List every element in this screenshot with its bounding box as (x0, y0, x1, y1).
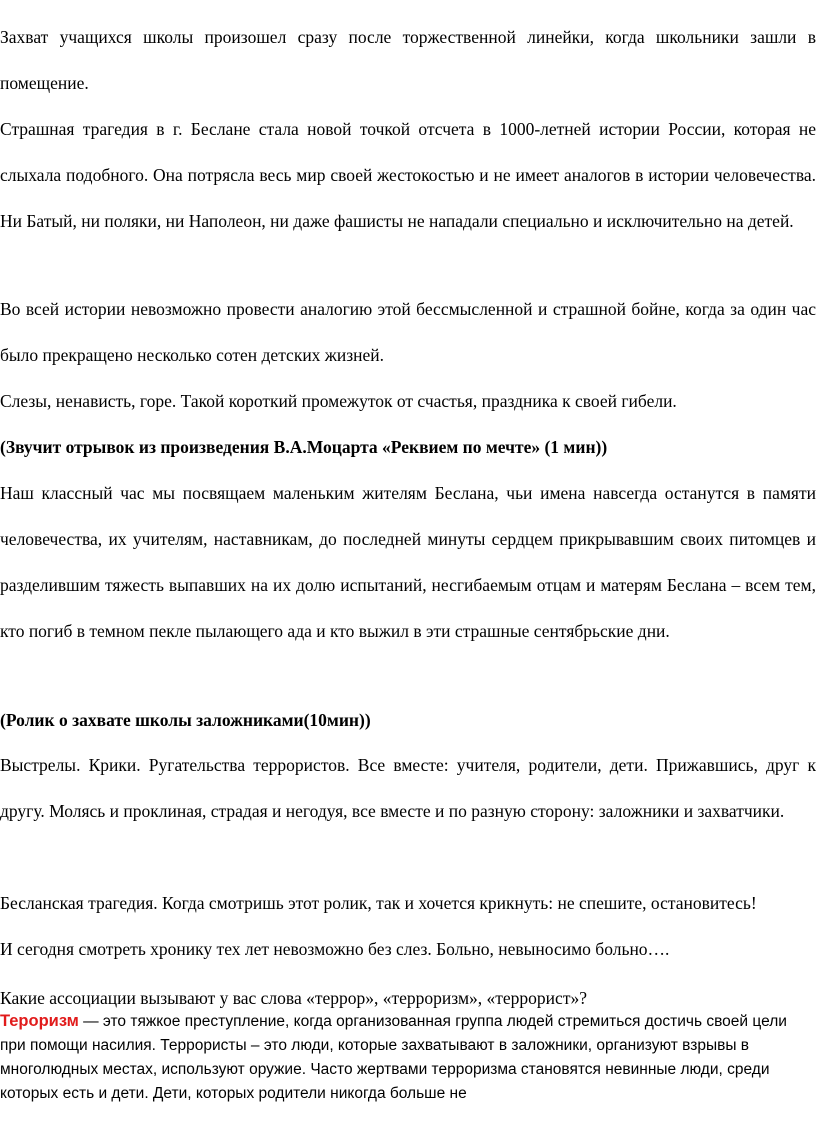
definition-term: Тероризм (0, 1012, 79, 1030)
paragraph-beslan-tragedy: Страшная трагедия в г. Беслане стала новой точкой отсчета в 1000-летней истории России, которая не слыхала подобного. Она потрясла весь мир своей жестокостью и не имеет аналогов в истории человечества. Ни Батый, ни поляки, ни Наполеон, ни даже фашисты не нападали специально и исключительно на детей. (0, 119, 816, 231)
paragraph-tears-hatred: Слезы, ненависть, горе. Такой короткий промежуток от счастья, праздника к своей гибели. (0, 391, 677, 411)
paragraph-associations-question: Какие ассоциации вызывают у вас слова «террор», «терроризм», «террорист»? (0, 988, 587, 1008)
paragraph-shots-screams: Выстрелы. Крики. Ругательства террористов. Все вместе: учителя, родители, дети. Прижавшись, друг к другу. Молясь и проклиная, страдая и негодуя, все вместе и по разную сторону: заложники и захватчики. (0, 755, 816, 821)
paragraph-chronicle: И сегодня смотреть хронику тех лет невозможно без слез. Больно, невыносимо больно…. (0, 939, 670, 959)
definition-text: — это тяжкое преступление, когда организованная группа людей стремиться достичь своей цели при помощи насилия. Террористы – это люди, которые захватывают в заложники, организуют взрывы в многолюдных местах, используют оружие. Часто жертвами терроризма становятся невинные люди, среди которых есть и дети. Дети, которых родители никогда больше не (0, 1013, 787, 1102)
paragraph-beslan-video: Бесланская трагедия. Когда смотришь этот ролик, так и хочется крикнуть: не спешите, остановитесь! (0, 893, 757, 913)
stage-direction-requiem: (Звучит отрывок из произведения В.А.Моцарта «Реквием по мечте» (1 мин)) (0, 437, 608, 457)
paragraph-history-analogy: Во всей истории невозможно провести аналогию этой бессмысленной и страшной бойне, когда за один час было прекращено несколько сотен детских жизней. (0, 299, 816, 365)
terrorism-definition (0, 1009, 800, 1106)
paragraph-hostage-capture: Захват учащихся школы произошел сразу после торжественной линейки, когда школьники зашли в помещение. (0, 27, 816, 93)
stage-direction-video: (Ролик о захвате школы заложниками(10мин)) (0, 710, 371, 730)
paragraph-dedication: Наш классный час мы посвящаем маленьким жителям Беслана, чьи имена навсегда останутся в памяти человечества, их учителям, наставникам, до последней минуты сердцем прикрывавшим своих питомцев и разделившим тяжесть выпавших на их долю испытаний, несгибаемым отцам и матерям Беслана – всем тем, кто погиб в темном пекле пылающего ада и кто выжил в эти страшные сентябрьские дни. (0, 483, 816, 641)
